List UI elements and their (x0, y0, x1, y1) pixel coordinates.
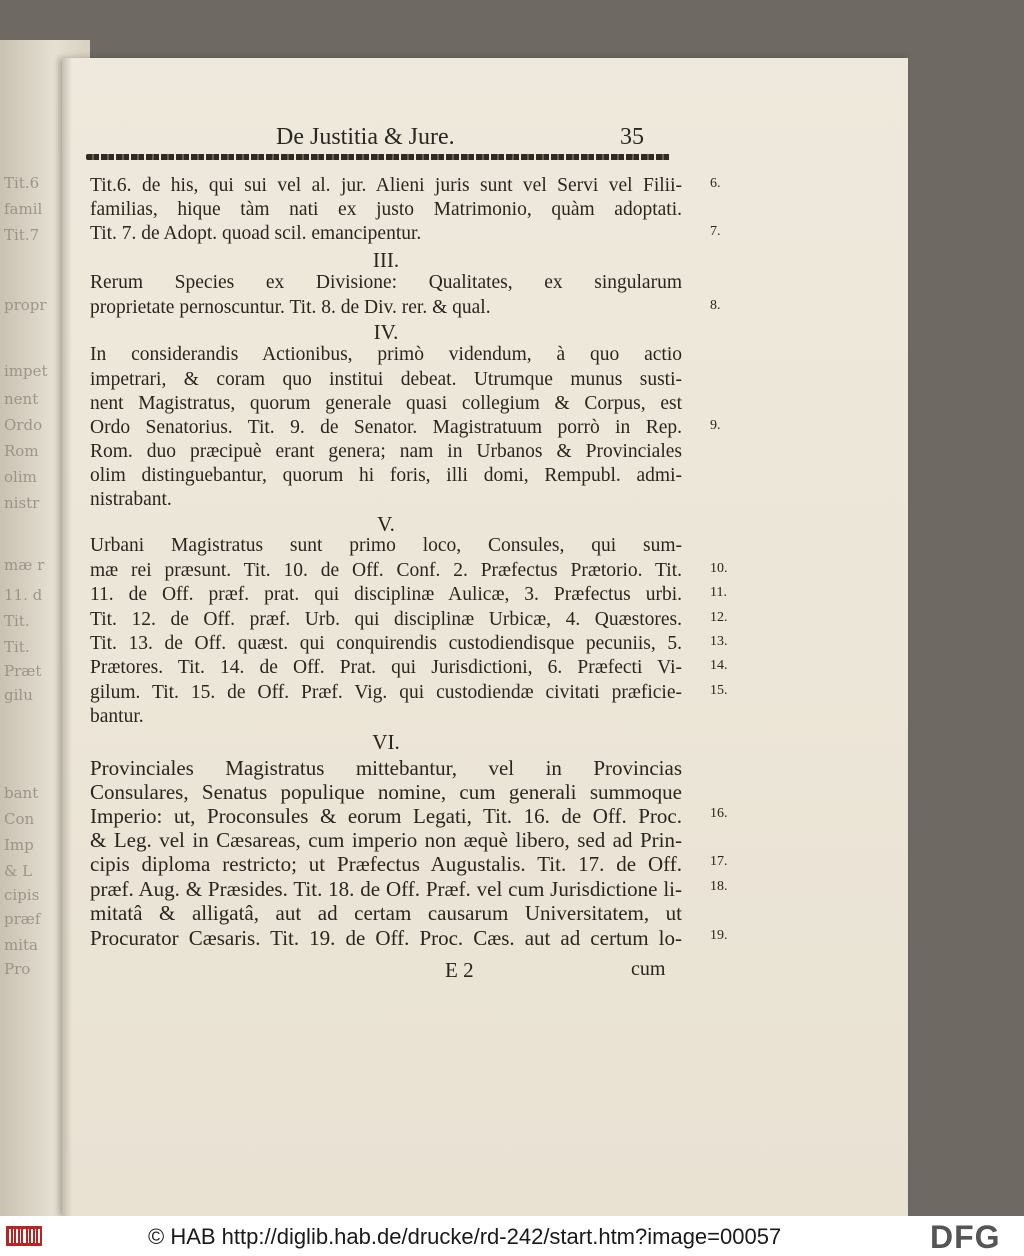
margin-note: 17. (710, 854, 728, 869)
facing-page-fragment: Rom (4, 442, 39, 460)
text-line: Rerum Species ex Divisione: Qualitates, ex singularum (90, 272, 682, 293)
facing-page-fragment: impet (4, 362, 48, 380)
text-line: Procurator Cæsaris. Tit. 19. de Off. Proc. Cæs. aut ad certum lo- (90, 926, 682, 950)
facing-page-fragment: Pro (4, 960, 31, 978)
facing-page-fragment: Ordo (4, 416, 43, 434)
facing-page-fragment: Tit. (4, 638, 30, 656)
facing-page-fragment: gilu (4, 686, 33, 704)
text-line: impetrari, & coram quo institui debeat. Utrumque munus susti- (90, 369, 682, 390)
text-line: Provinciales Magistratus mittebantur, vel in Provincias (90, 756, 682, 780)
section-heading: IV. (373, 320, 399, 344)
catchword: cum (631, 958, 666, 980)
margin-note: 19. (710, 928, 728, 943)
facing-page-fragment: famil (4, 200, 43, 218)
margin-note: 15. (710, 683, 728, 698)
facing-page-fragment: cipis (4, 886, 40, 904)
library-barcode-icon (6, 1224, 42, 1248)
text-line: gilum. Tit. 15. de Off. Præf. Vig. qui custodiendæ civitati præficie- (90, 682, 682, 703)
facing-page-fragment: Tit.7 (4, 226, 40, 244)
text-line: bantur. (90, 706, 144, 727)
margin-note: 10. (710, 561, 728, 576)
margin-note: 16. (710, 806, 728, 821)
text-line: Ordo Senatorius. Tit. 9. de Senator. Magistratuum porrò in Rep. (90, 417, 682, 438)
facing-page-fragment: bant (4, 784, 39, 802)
text-line: proprietate pernoscuntur. Tit. 8. de Div. rer. & qual. (90, 297, 491, 318)
signature-mark: E 2 (445, 958, 474, 982)
text-line: mæ rei præsunt. Tit. 10. de Off. Conf. 2. Præfectus Prætorio. Tit. (90, 560, 682, 581)
text-line: Tit.6. de his, qui sui vel al. jur. Alieni juris sunt vel Servi vel Filii- (90, 175, 682, 196)
margin-note: 18. (710, 879, 728, 894)
margin-note: 14. (710, 658, 728, 673)
page-gutter-shadow (62, 58, 72, 1216)
facing-page-fragment: 11. d (4, 586, 43, 604)
text-line: & Leg. vel in Cæsareas, cum imperio non æquè libero, sed ad Prin- (90, 828, 682, 852)
facing-page-fragment: mæ r (4, 556, 45, 574)
text-line: Tit. 12. de Off. præf. Urb. qui disciplinæ Urbicæ, 4. Quæstores. (90, 609, 682, 630)
text-line: cipis diploma restricto; ut Præfectus Augustalis. Tit. 17. de Off. (90, 852, 682, 876)
text-line: olim distinguebantur, quorum hi foris, illi domi, Rempubl. admi- (90, 465, 682, 486)
text-line: Consulares, Senatus populique nomine, cum generali summoque (90, 780, 682, 804)
margin-note: 12. (710, 610, 728, 625)
margin-note: 8. (710, 298, 721, 313)
facing-page-fragment: nent (4, 390, 39, 408)
facing-page-fragment: & L (4, 862, 33, 880)
copyright-url: © HAB http://diglib.hab.de/drucke/rd-242/start.htm?image=00057 (148, 1224, 782, 1249)
facing-page-fragment: Præt (4, 662, 42, 680)
margin-note: 6. (710, 176, 721, 191)
running-head: De Justitia & Jure. (276, 124, 455, 150)
text-line: præf. Aug. & Præsides. Tit. 18. de Off. Præf. vel cum Jurisdictione li- (90, 877, 682, 901)
section-heading: VI. (372, 730, 400, 754)
text-line: Tit. 13. de Off. quæst. qui conquirendis custodiendisque pecuniis, 5. (90, 633, 682, 654)
text-line: familias, hique tàm nati ex justo Matrimonio, quàm adoptati. (90, 199, 682, 220)
text-line: Prætores. Tit. 14. de Off. Prat. qui Jurisdictioni, 6. Præfecti Vi- (90, 657, 682, 678)
facing-page-fragment: propr (4, 296, 47, 314)
section-heading: V. (377, 512, 395, 536)
section-heading: III. (372, 248, 400, 272)
dfg-logo: DFG (930, 1219, 1001, 1255)
text-line: Tit. 7. de Adopt. quoad scil. emancipentur. (90, 223, 422, 244)
header-ornament-rule (86, 154, 671, 160)
facing-page-fragment: Imp (4, 836, 34, 854)
page-number: 35 (620, 124, 644, 150)
facing-page-fragment: Tit.6 (4, 174, 40, 192)
text-line: Rom. duo præcipuè erant genera; nam in Urbanos & Provinciales (90, 441, 682, 462)
facing-page-fragment: nistr (4, 494, 40, 512)
facing-page-fragment: Con (4, 810, 35, 828)
margin-note: 13. (710, 634, 728, 649)
facing-page-fragment: mita (4, 936, 38, 954)
facing-page-fragment: præf (4, 910, 41, 928)
text-line: mitatâ & alligatâ, aut ad certam causarum Universitatem, ut (90, 901, 682, 925)
text-line: 11. de Off. præf. prat. qui disciplinæ Aulicæ, 3. Præfectus urbi. (90, 584, 682, 605)
facing-page-fragment: olim (4, 468, 37, 486)
text-line: Imperio: ut, Proconsules & eorum Legati, Tit. 16. de Off. Proc. (90, 804, 682, 828)
margin-note: 11. (710, 585, 727, 600)
text-line: nistrabant. (90, 489, 172, 510)
margin-note: 7. (710, 224, 721, 239)
margin-note: 9. (710, 418, 721, 433)
text-line: Urbani Magistratus sunt primo loco, Consules, qui sum- (90, 535, 682, 556)
text-line: nent Magistratus, quorum generale quasi collegium & Corpus, est (90, 393, 682, 414)
text-line: In considerandis Actionibus, primò videndum, à quo actio (90, 344, 682, 365)
facing-page-fragment: Tit. (4, 612, 30, 630)
